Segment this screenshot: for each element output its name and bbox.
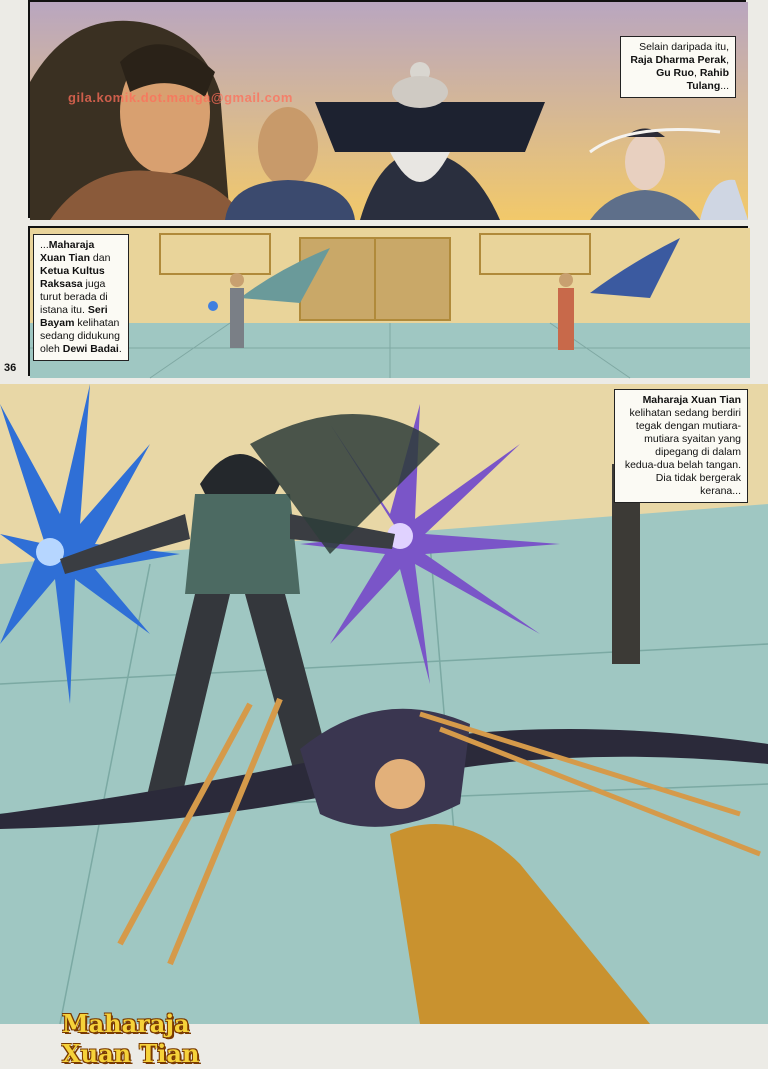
panel-palace-hall-art (30, 228, 750, 378)
page-number: 36 (4, 362, 17, 374)
panel-gathering (28, 0, 746, 218)
name-line-1: Maharaja (62, 1009, 190, 1038)
panel-palace-hall (28, 226, 748, 376)
watermark-text: gila.komik.dot.manga@gmail.com (68, 90, 293, 105)
character-name-label (62, 1009, 199, 1069)
name-line-2: Xuan Tian (62, 1039, 200, 1068)
caption-bottom: Maharaja Xuan Tian kelihatan sedang berdiri tegak dengan mutiara-mutiara syaitan yang dipegang di dalam kedua-dua belah tangan. Dia tidak bergerak kerana... (614, 389, 748, 503)
caption-top: Selain daripada itu, Raja Dharma Perak, Gu Ruo, Rahib Tulang... (620, 36, 736, 98)
panel-gathering-art (30, 2, 748, 220)
caption-middle: ...Maharaja Xuan Tian dan Ketua Kultus Raksasa juga turut berada di istana itu. Seri Bayam kelihatan sedang didukung oleh Dewi Badai. (33, 234, 129, 361)
